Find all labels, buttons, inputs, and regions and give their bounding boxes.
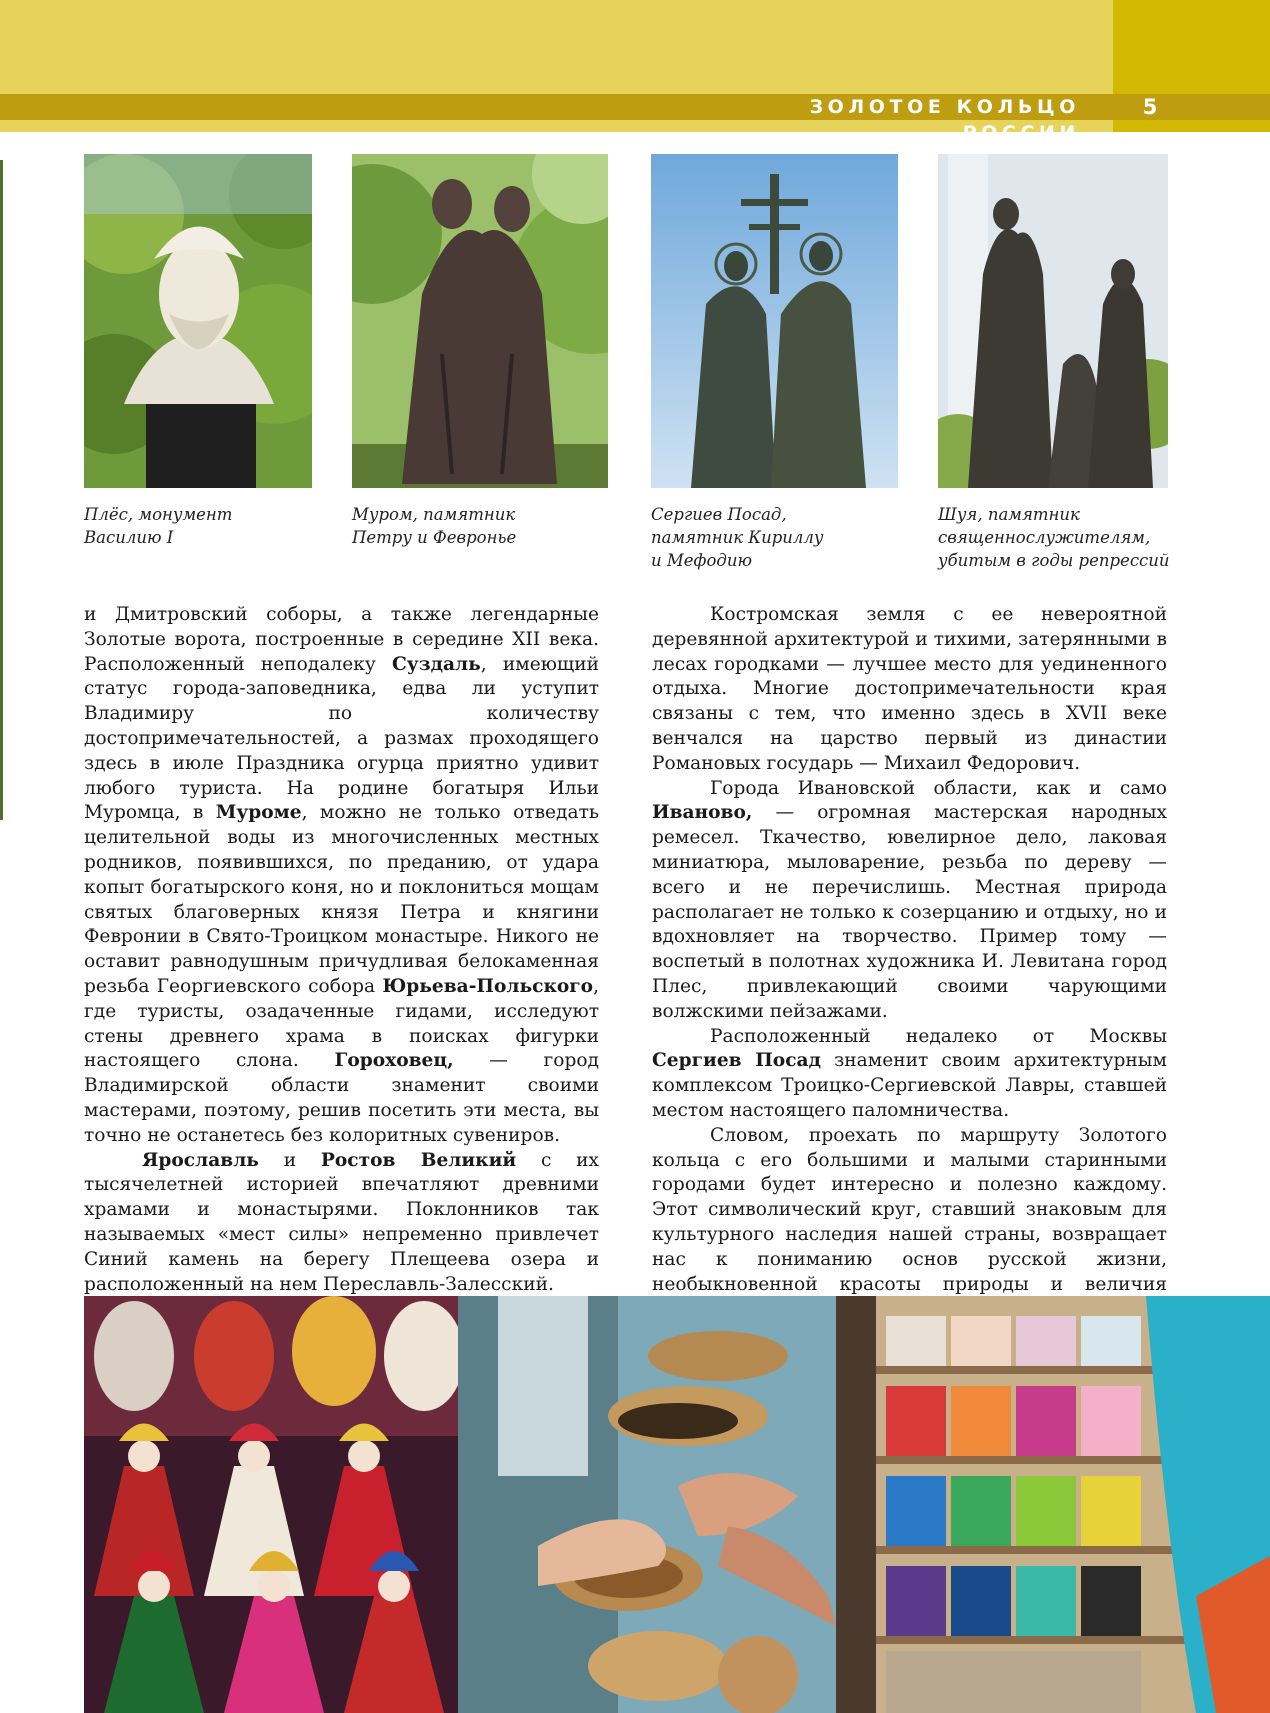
- paragraph: [84, 1149, 599, 1298]
- text: , где туристы, озадаченные гидами, исследуют стены древнего храма в поисках фигурки настоящего слона.: [84, 975, 599, 1072]
- photo-caption: Плёс, монумент Василию I: [84, 505, 233, 547]
- photo-caption: Шуя, памятник священнослужителям, убитым в годы репрессий: [938, 505, 1170, 570]
- text: с их тысячелетней историей впечатляют древними храмами и монастырями. Поклонников так называемых «мест силы» непременно привлечет Синий камень на берегу Плещеева озера и расположенный на нем Переславль-Залесский.: [84, 1149, 599, 1295]
- text: знаменит своим архитектурным комплексом Троицко-Сергиевской Лавры, ставшей местом настоящего паломничества.: [652, 1050, 1168, 1121]
- city-name: Сергиев Посад: [652, 1050, 821, 1072]
- city-name: Юрьева-Польского: [382, 975, 594, 997]
- city-name: Иваново,: [652, 802, 753, 824]
- paragraph: [652, 1025, 1167, 1124]
- text: и: [258, 1149, 321, 1171]
- photo-bust-plyos: [84, 154, 312, 488]
- photo-monument-shuya: [938, 154, 1168, 488]
- page-edge-bleed: [0, 160, 3, 820]
- photo-textile-shop: [836, 1296, 1270, 1713]
- right-text-column: [652, 603, 1167, 1322]
- city-name: Ярославль: [142, 1149, 259, 1171]
- text: Города Ивановской области, как и само: [710, 777, 1167, 799]
- photo-caption: Сергиев Посад, памятник Кириллу и Мефодию: [651, 505, 824, 570]
- city-name: Суздаль: [392, 653, 481, 675]
- city-name: Ростов Великий: [320, 1149, 517, 1171]
- running-title: ЗОЛОТОЕ КОЛЬЦО РОССИИ: [809, 96, 1080, 144]
- text: Расположенный недалеко от Москвы: [710, 1025, 1167, 1047]
- paragraph: [84, 603, 599, 1149]
- city-name: Гороховец,: [334, 1050, 454, 1072]
- photo-caption: Муром, памятник Петру и Февронье: [352, 505, 517, 547]
- text: , можно не только отведать целительной воды из многочисленных местных родников, появившихся, по преданию, от удара копыт богатырского коня, но и поклониться мощам святых благоверных князя Петра и княгини Февронии в Свято-Троицком монастыре. Никого не оставит равнодушным причудливая белокаменная резьба Георгиевского собора: [84, 802, 599, 997]
- text: , имеющий статус города-заповедника, едва ли уступит Владимиру по количеству достопримечательностей, а размах проходящего здесь в июле Праздника огурца приятно удивит любого туриста. На родине богатыря Ильи Муромца, в: [84, 653, 599, 824]
- paragraph: Словом, проехать по маршруту Золотого кольца с его большими и малыми старинными городами будет интересно и полезно каждому. Этот символический круг, ставший знаковым для культурного наследия нашей страны, возвращает нас к пониманию основ русской жизни, необыкновенной красоты природы и величия: [652, 1124, 1167, 1295]
- photo-dolls: [84, 1296, 458, 1713]
- paragraph: [652, 777, 1167, 1025]
- text: — огромная мастерская народных ремесел. Ткачество, ювелирное дело, лаковая миниатюра, мыловарение, резьба по дереву — всего и не перечислишь. Местная природа располагает не только к созерцанию и отдыху, но и вдохновляет на творчество. Пример тому — воспетый в полотнах художника И. Левитана город Плес, привлекающий своими чарующими волжскими пейзажами.: [652, 802, 1167, 1022]
- photo-monument-murom: [352, 154, 608, 488]
- city-name: Муроме: [215, 802, 302, 824]
- photo-monument-sergiev-posad: [651, 154, 898, 488]
- page-number: 5: [1142, 95, 1158, 119]
- text: и Дмитровский соборы, а также легендарные Золотые ворота, построенные в середине XII века. Расположенный неподалеку: [84, 604, 599, 675]
- photo-crafts: [458, 1296, 836, 1713]
- paragraph: Костромская земля с ее невероятной деревянной архитектурой и тихими, затерянными в лесах городками — лучшее место для уединенного отдыха. Многие достопримечательности края связаны с тем, что именно здесь в XVII веке венчался на царство первый из династии Романовых государь — Михаил Федорович.: [652, 604, 1167, 774]
- left-text-column: [84, 603, 599, 1297]
- text: — город Владимирской области знаменит своими мастерами, поэтому, решив посетить эти места, вы точно не останетесь без колоритных сувениров.: [84, 1050, 599, 1146]
